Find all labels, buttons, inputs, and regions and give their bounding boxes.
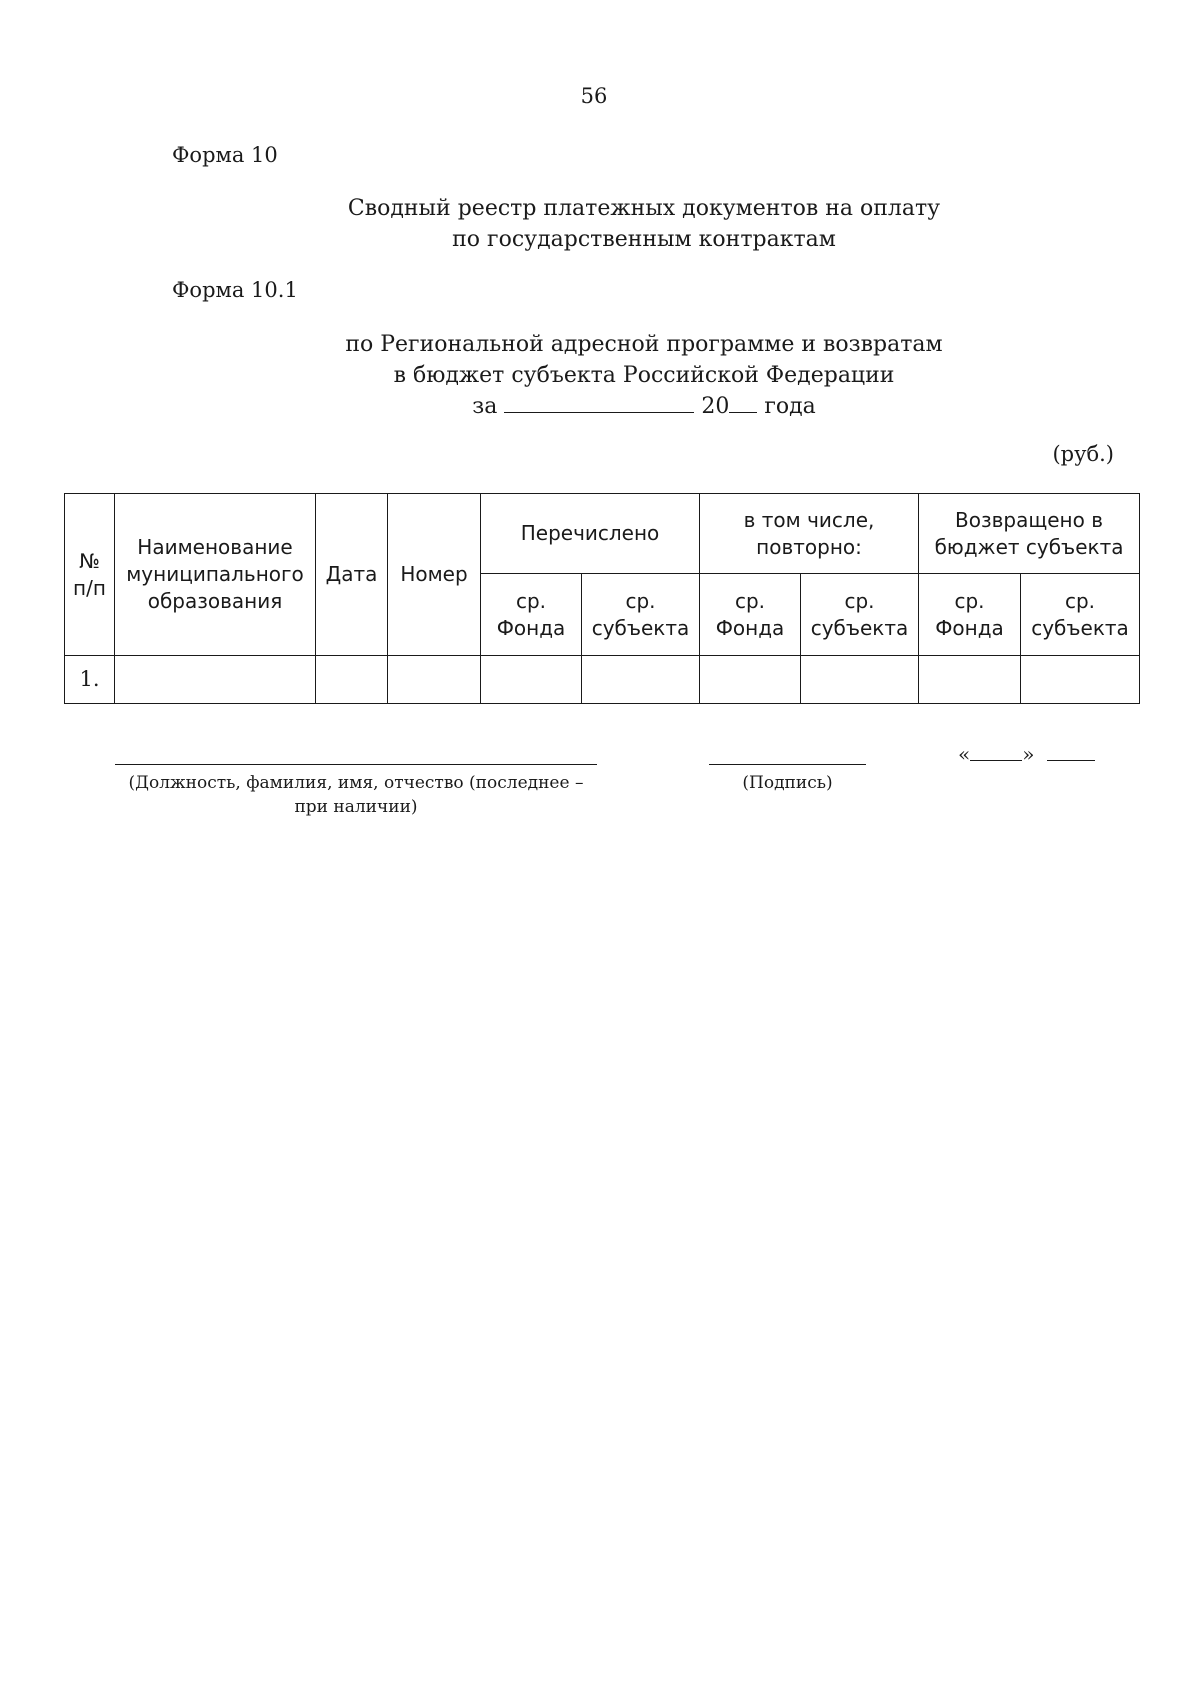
header-returned: Возвращено в бюджет субъекта [919, 494, 1140, 574]
subtitle-line-2: в бюджет субъекта Российской Федерации [393, 363, 895, 388]
header-num: № п/п [65, 494, 115, 656]
position-caption-line-1: (Должность, фамилия, имя, отчество (последнее – [128, 773, 584, 793]
header-transferred-subject: ср. субъекта [582, 574, 700, 656]
date-open-quote: « [958, 742, 971, 766]
signature-caption: (Подпись) [742, 773, 833, 793]
date-day-blank[interactable] [970, 742, 1022, 761]
signature-line[interactable] [709, 764, 866, 765]
date-month-blank[interactable] [1047, 742, 1095, 761]
position-signature-line[interactable] [115, 764, 597, 765]
header-municipality-name: Наименование муниципального образования [115, 494, 316, 656]
period-month-blank[interactable] [504, 392, 694, 413]
period-year-blank[interactable] [729, 392, 757, 413]
period-year-prefix: 20 [701, 394, 730, 419]
position-caption [115, 771, 597, 819]
row-date-cell[interactable] [316, 656, 388, 704]
period-prefix: за [472, 394, 498, 419]
position-caption-line-2: при наличии) [294, 797, 418, 817]
subtitle-line-1: по Региональной адресной программе и возвратам [345, 332, 943, 357]
document-title [0, 193, 1200, 255]
document-subtitle [0, 329, 1200, 391]
row-returned-fund-cell[interactable] [919, 656, 1021, 704]
form-sub-label: Форма 10.1 [172, 278, 298, 302]
header-repeat-fund: ср. Фонда [700, 574, 801, 656]
header-returned-fund: ср. Фонда [919, 574, 1021, 656]
table-row [65, 656, 1140, 704]
row-transferred-subject-cell[interactable] [582, 656, 700, 704]
row-number-cell[interactable] [388, 656, 481, 704]
header-transferred-fund: ср. Фонда [481, 574, 582, 656]
payment-register-table [64, 493, 1140, 704]
row-repeat-subject-cell[interactable] [801, 656, 919, 704]
row-returned-subject-cell[interactable] [1021, 656, 1140, 704]
header-including-repeat: в том числе, повторно: [700, 494, 919, 574]
row-num-cell: 1. [65, 656, 115, 704]
row-repeat-fund-cell[interactable] [700, 656, 801, 704]
period-line [0, 391, 1200, 422]
title-line-1: Сводный реестр платежных документов на оплату [347, 196, 941, 221]
header-repeat-subject: ср. субъекта [801, 574, 919, 656]
date-close-quote: » [1022, 742, 1035, 766]
header-returned-subject: ср. субъекта [1021, 574, 1140, 656]
units-label: (руб.) [1052, 442, 1114, 466]
header-row [65, 494, 1140, 574]
row-transferred-fund-cell[interactable] [481, 656, 582, 704]
header-transferred: Перечислено [481, 494, 700, 574]
date-field [958, 742, 1095, 766]
page-number: 56 [580, 84, 608, 108]
header-number: Номер [388, 494, 481, 656]
row-name-cell[interactable] [115, 656, 316, 704]
form-label: Форма 10 [172, 143, 278, 167]
period-suffix: года [764, 394, 816, 419]
header-date: Дата [316, 494, 388, 656]
title-line-2: по государственным контрактам [452, 227, 836, 252]
